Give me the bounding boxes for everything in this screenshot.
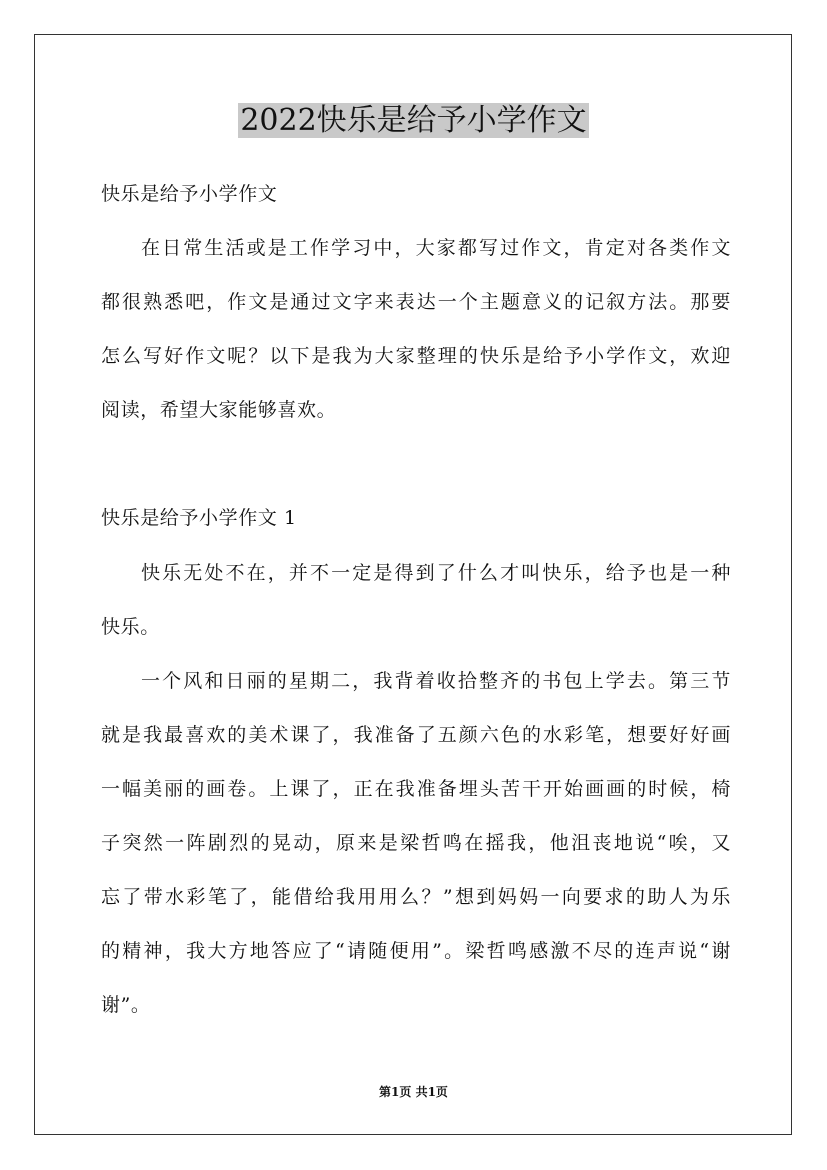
para2-line-4: 子突然一阵剧烈的晃动，原来是梁哲鸣在摇我，他沮丧地说“唉，又	[101, 832, 731, 854]
para1-line-1: 快乐无处不在，并不一定是得到了什么才叫快乐，给予也是一种	[141, 562, 731, 584]
section-heading: 快乐是给予小学作文 1	[101, 507, 297, 529]
para2-line-3: 一幅美丽的画卷。上课了，正在我准备埋头苦干开始画画的时候，椅	[101, 778, 731, 800]
para2-line-2: 就是我最喜欢的美术课了，我准备了五颜六色的水彩笔，想要好好画	[101, 724, 731, 746]
page-footer	[0, 1084, 827, 1100]
document-subtitle: 快乐是给予小学作文	[101, 183, 278, 205]
para1-line-2: 快乐。	[101, 616, 160, 638]
intro-line-2: 都很熟悉吧，作文是通过文字来表达一个主题意义的记叙方法。那要	[101, 291, 731, 313]
intro-line-1: 在日常生活或是工作学习中，大家都写过作文，肯定对各类作文	[141, 237, 731, 259]
document-title-text: 2022快乐是给予小学作文	[240, 103, 587, 138]
para2-line-6: 的精神，我大方地答应了“请随便用”。梁哲鸣感激不尽的连声说“谢	[101, 940, 731, 962]
page-number-label: 第1页 共1页	[379, 1085, 448, 1099]
document-title	[0, 100, 827, 142]
para2-line-1: 一个风和日丽的星期二，我背着收拾整齐的书包上学去。第三节	[141, 670, 731, 692]
para2-line-7: 谢”。	[101, 994, 151, 1016]
para2-line-5: 忘了带水彩笔了，能借给我用用么？”想到妈妈一向要求的助人为乐	[101, 886, 731, 908]
intro-line-4: 阅读，希望大家能够喜欢。	[101, 399, 337, 421]
intro-line-3: 怎么写好作文呢？以下是我为大家整理的快乐是给予小学作文，欢迎	[101, 345, 731, 367]
